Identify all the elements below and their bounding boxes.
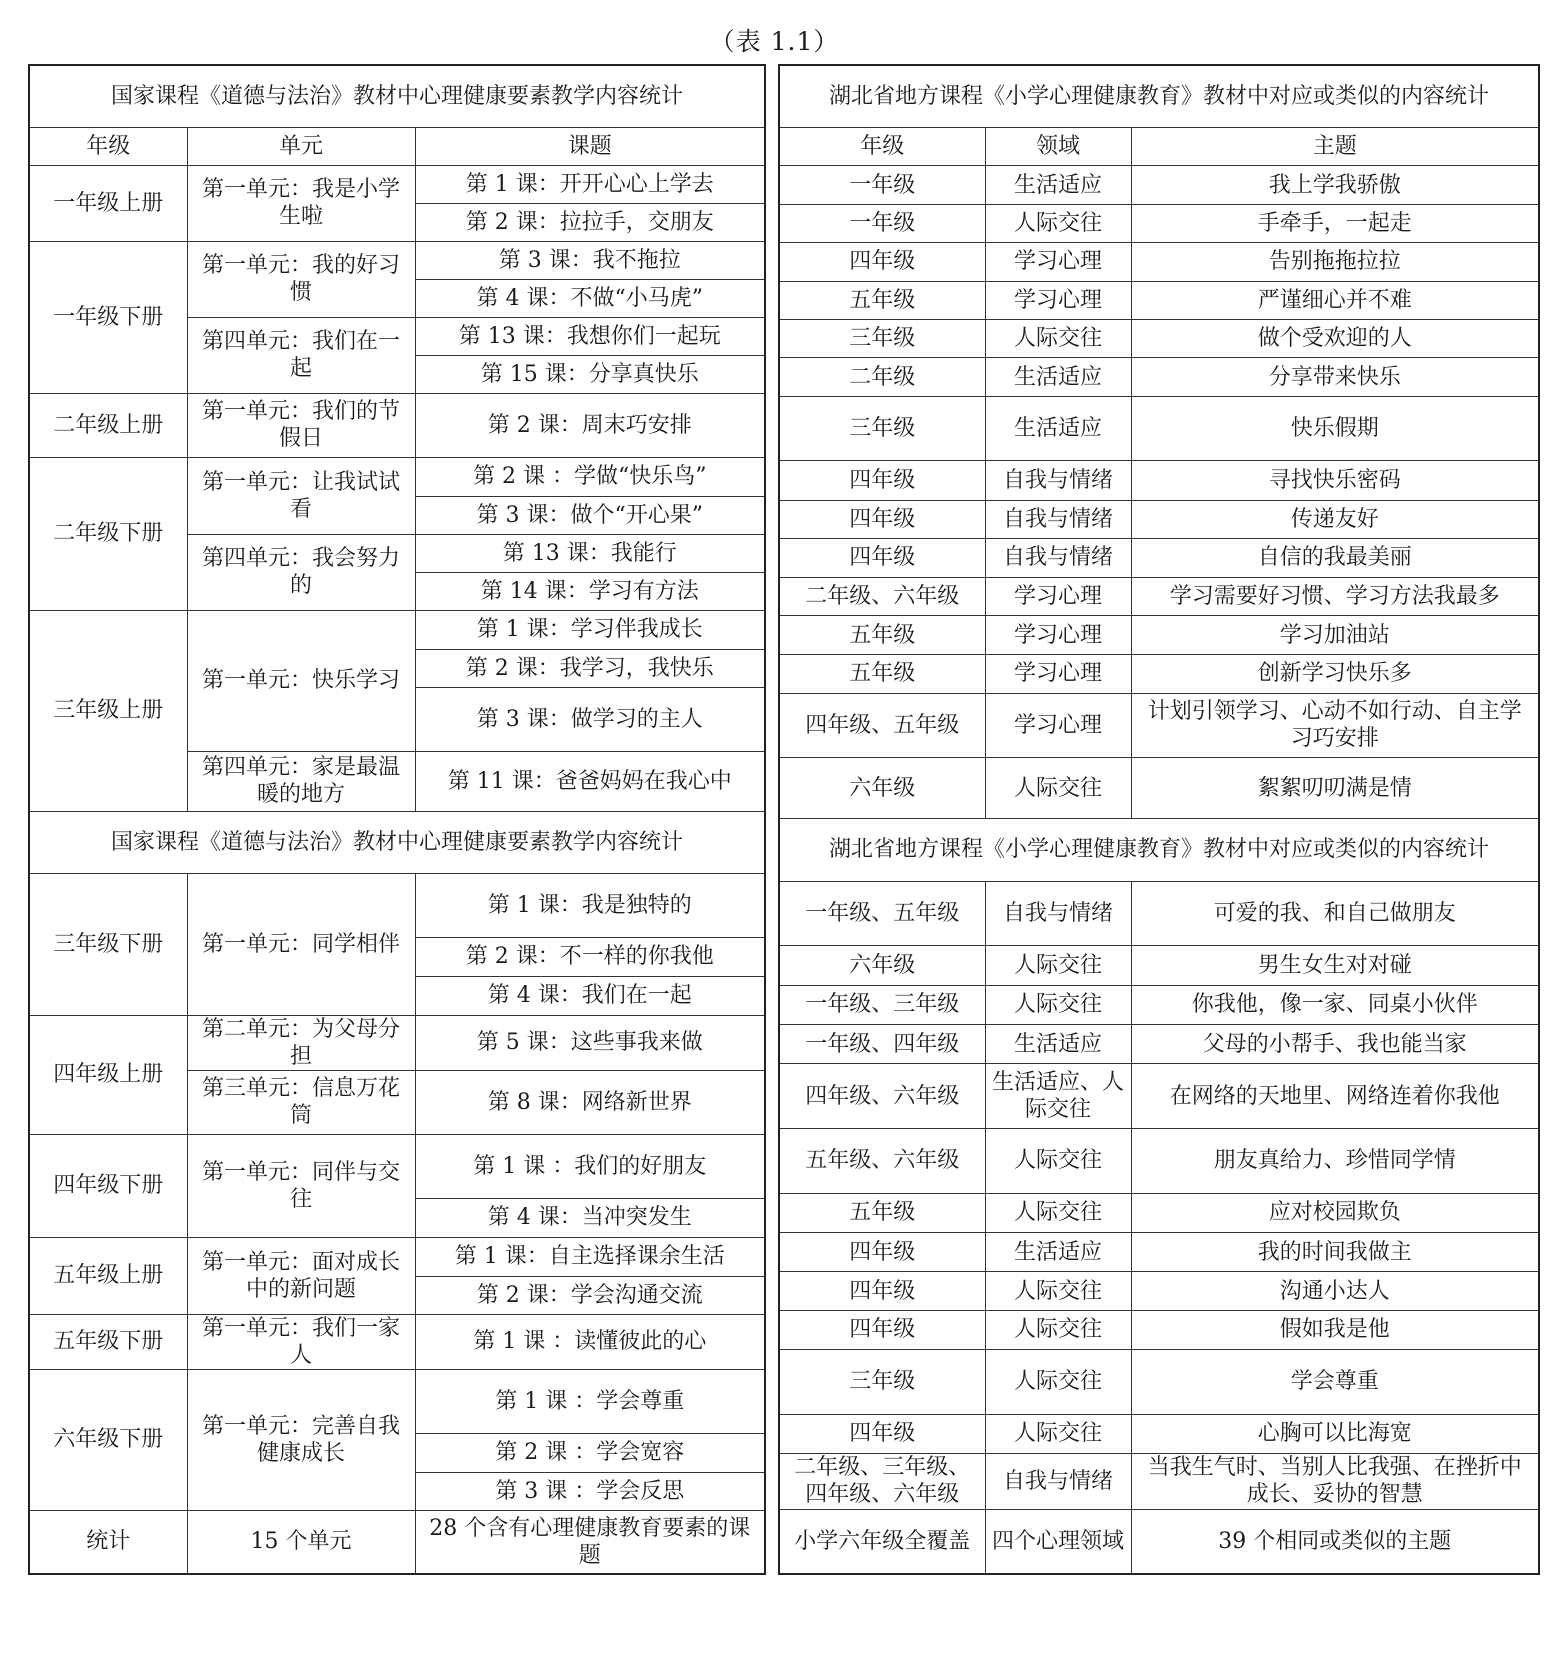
topic-cell: 我上学我骄傲 bbox=[1131, 166, 1539, 204]
area-cell: 人际交往 bbox=[985, 758, 1131, 819]
area-cell: 生活适应 bbox=[985, 358, 1131, 396]
grade-cell: 三年级 bbox=[779, 319, 985, 357]
local-curriculum-table bbox=[778, 64, 1540, 1575]
lesson-cell: 第 13 课：我能行 bbox=[415, 534, 765, 572]
summary-topic: 39 个相同或类似的主题 bbox=[1131, 1509, 1539, 1574]
unit-cell: 第一单元：我们一家人 bbox=[187, 1314, 415, 1369]
lesson-cell: 第 1 课 ：读懂彼此的心 bbox=[415, 1314, 765, 1369]
lesson-cell: 第 1 课：我是独特的 bbox=[415, 873, 765, 937]
table-row bbox=[779, 946, 1539, 985]
topic-cell: 快乐假期 bbox=[1131, 396, 1539, 461]
topic-cell: 学会尊重 bbox=[1131, 1350, 1539, 1415]
lesson-cell: 第 8 课：网络新世界 bbox=[415, 1070, 765, 1134]
unit-cell: 第一单元：我的好习惯 bbox=[187, 241, 415, 317]
grade-cell: 一年级、三年级 bbox=[779, 985, 985, 1024]
national-curriculum-table bbox=[28, 64, 766, 1575]
grade-cell: 二年级、三年级、四年级、六年级 bbox=[779, 1454, 985, 1510]
grade-cell: 四年级 bbox=[779, 1232, 985, 1271]
table-row bbox=[29, 241, 765, 279]
comparison-table bbox=[28, 64, 1540, 1575]
unit-cell: 第一单元：同学相伴 bbox=[187, 873, 415, 1015]
grade-cell: 二年级上册 bbox=[29, 393, 187, 457]
table-row bbox=[779, 243, 1539, 281]
area-cell: 生活适应 bbox=[985, 166, 1131, 204]
topic-cell: 朋友真给力、珍惜同学情 bbox=[1131, 1128, 1539, 1193]
header-topic: 主题 bbox=[1131, 128, 1539, 166]
table-row bbox=[779, 693, 1539, 758]
table-row bbox=[779, 1454, 1539, 1510]
grade-cell: 四年级 bbox=[779, 1272, 985, 1310]
area-cell: 人际交往 bbox=[985, 319, 1131, 357]
header-row bbox=[29, 127, 765, 165]
grade-cell: 五年级 bbox=[779, 281, 985, 319]
grade-cell: 一年级、四年级 bbox=[779, 1024, 985, 1063]
table-row bbox=[779, 1232, 1539, 1271]
summary-area: 四个心理领域 bbox=[985, 1509, 1131, 1574]
header-grade: 年级 bbox=[779, 128, 985, 166]
table-row bbox=[779, 1414, 1539, 1453]
table-row bbox=[29, 165, 765, 203]
area-cell: 自我与情绪 bbox=[985, 1454, 1131, 1510]
section-title-row bbox=[29, 65, 765, 127]
grade-cell: 二年级、六年级 bbox=[779, 577, 985, 615]
area-cell: 自我与情绪 bbox=[985, 539, 1131, 577]
table-row bbox=[779, 1128, 1539, 1193]
grade-cell: 一年级、五年级 bbox=[779, 881, 985, 946]
area-cell: 自我与情绪 bbox=[985, 500, 1131, 538]
unit-cell: 第二单元：为父母分担 bbox=[187, 1015, 415, 1070]
lesson-cell: 第 2 课：我学习，我快乐 bbox=[415, 649, 765, 687]
unit-cell: 第一单元：面对成长中的新问题 bbox=[187, 1237, 415, 1314]
table-row bbox=[779, 166, 1539, 204]
lesson-cell: 第 2 课 ：学做“快乐鸟” bbox=[415, 457, 765, 496]
table-caption: （表 1.1） bbox=[709, 27, 840, 56]
table-row bbox=[29, 1015, 765, 1070]
lesson-cell: 第 2 课：拉拉手，交朋友 bbox=[415, 203, 765, 241]
grade-cell: 四年级 bbox=[779, 461, 985, 500]
topic-cell: 你我他，像一家、同桌小伙伴 bbox=[1131, 985, 1539, 1024]
table-row bbox=[779, 204, 1539, 242]
section-title: 湖北省地方课程《小学心理健康教育》教材中对应或类似的内容统计 bbox=[779, 65, 1539, 128]
topic-cell: 学习需要好习惯、学习方法我最多 bbox=[1131, 577, 1539, 615]
unit-cell: 第一单元：同伴与交往 bbox=[187, 1134, 415, 1237]
topic-cell: 沟通小达人 bbox=[1131, 1272, 1539, 1310]
lesson-cell: 第 1 课：学习伴我成长 bbox=[415, 610, 765, 649]
lesson-cell: 第 4 课：不做“小马虎” bbox=[415, 279, 765, 317]
topic-cell: 假如我是他 bbox=[1131, 1310, 1539, 1349]
unit-cell: 第一单元：让我试试看 bbox=[187, 457, 415, 534]
section-title: 国家课程《道德与法治》教材中心理健康要素教学内容统计 bbox=[29, 65, 765, 127]
summary-unit: 15 个单元 bbox=[187, 1510, 415, 1574]
topic-cell: 传递友好 bbox=[1131, 500, 1539, 538]
area-cell: 自我与情绪 bbox=[985, 461, 1131, 500]
topic-cell: 心胸可以比海宽 bbox=[1131, 1414, 1539, 1453]
area-cell: 生活适应 bbox=[985, 1024, 1131, 1063]
table-row bbox=[779, 281, 1539, 319]
area-cell: 学习心理 bbox=[985, 655, 1131, 693]
topic-cell: 严谨细心并不难 bbox=[1131, 281, 1539, 319]
area-cell: 人际交往 bbox=[985, 1193, 1131, 1232]
area-cell: 生活适应 bbox=[985, 1232, 1131, 1271]
lesson-cell: 第 11 课：爸爸妈妈在我心中 bbox=[415, 751, 765, 811]
section-title-row bbox=[779, 65, 1539, 128]
table-row bbox=[29, 1237, 765, 1276]
grade-cell: 二年级 bbox=[779, 358, 985, 396]
table-row bbox=[779, 1350, 1539, 1415]
lesson-cell: 第 13 课：我想你们一起玩 bbox=[415, 317, 765, 355]
table-row bbox=[779, 539, 1539, 577]
table-row bbox=[779, 319, 1539, 357]
grade-cell: 三年级 bbox=[779, 396, 985, 461]
lesson-cell: 第 4 课：当冲突发生 bbox=[415, 1198, 765, 1237]
area-cell: 生活适应 bbox=[985, 396, 1131, 461]
grade-cell: 六年级 bbox=[779, 758, 985, 819]
lesson-cell: 第 3 课：做学习的主人 bbox=[415, 687, 765, 751]
table-row bbox=[29, 610, 765, 649]
table-row bbox=[779, 1193, 1539, 1232]
grade-cell: 三年级上册 bbox=[29, 610, 187, 811]
topic-cell: 创新学习快乐多 bbox=[1131, 655, 1539, 693]
topic-cell: 当我生气时、当别人比我强、在挫折中成长、妥协的智慧 bbox=[1131, 1454, 1539, 1510]
summary-row bbox=[779, 1509, 1539, 1574]
topic-cell: 告别拖拖拉拉 bbox=[1131, 243, 1539, 281]
lesson-cell: 第 3 课：做个“开心果” bbox=[415, 496, 765, 534]
topic-cell: 我的时间我做主 bbox=[1131, 1232, 1539, 1271]
table-row bbox=[779, 1272, 1539, 1310]
topic-cell: 分享带来快乐 bbox=[1131, 358, 1539, 396]
unit-cell: 第四单元：家是最温暖的地方 bbox=[187, 751, 415, 811]
topic-cell: 父母的小帮手、我也能当家 bbox=[1131, 1024, 1539, 1063]
grade-cell: 三年级 bbox=[779, 1350, 985, 1415]
unit-cell: 第四单元：我会努力的 bbox=[187, 534, 415, 610]
table-row bbox=[779, 396, 1539, 461]
grade-cell: 四年级 bbox=[779, 243, 985, 281]
area-cell: 人际交往 bbox=[985, 1310, 1131, 1349]
grade-cell: 六年级下册 bbox=[29, 1369, 187, 1510]
table-row bbox=[29, 457, 765, 496]
area-cell: 学习心理 bbox=[985, 693, 1131, 758]
grade-cell: 四年级 bbox=[779, 500, 985, 538]
lesson-cell: 第 4 课：我们在一起 bbox=[415, 976, 765, 1015]
table-row bbox=[779, 461, 1539, 500]
grade-cell: 二年级下册 bbox=[29, 457, 187, 610]
unit-cell: 第三单元：信息万花筒 bbox=[187, 1070, 415, 1134]
section-title-row bbox=[779, 818, 1539, 881]
grade-cell: 五年级、六年级 bbox=[779, 1128, 985, 1193]
area-cell: 人际交往 bbox=[985, 946, 1131, 985]
topic-cell: 做个受欢迎的人 bbox=[1131, 319, 1539, 357]
area-cell: 人际交往 bbox=[985, 1414, 1131, 1453]
table-row bbox=[779, 758, 1539, 819]
area-cell: 人际交往 bbox=[985, 1272, 1131, 1310]
topic-cell: 在网络的天地里、网络连着你我他 bbox=[1131, 1064, 1539, 1129]
unit-cell: 第一单元：我是小学生啦 bbox=[187, 165, 415, 241]
grade-cell: 五年级 bbox=[779, 655, 985, 693]
grade-cell: 三年级下册 bbox=[29, 873, 187, 1015]
area-cell: 人际交往 bbox=[985, 1128, 1131, 1193]
grade-cell: 五年级下册 bbox=[29, 1314, 187, 1369]
lesson-cell: 第 2 课：不一样的你我他 bbox=[415, 937, 765, 976]
table-row bbox=[779, 985, 1539, 1024]
unit-cell: 第一单元：我们的节假日 bbox=[187, 393, 415, 457]
topic-cell: 自信的我最美丽 bbox=[1131, 539, 1539, 577]
grade-cell: 四年级 bbox=[779, 539, 985, 577]
topic-cell: 男生女生对对碰 bbox=[1131, 946, 1539, 985]
grade-cell: 四年级、五年级 bbox=[779, 693, 985, 758]
grade-cell: 五年级上册 bbox=[29, 1237, 187, 1314]
table-row bbox=[29, 1314, 765, 1369]
unit-cell: 第一单元：完善自我健康成长 bbox=[187, 1369, 415, 1510]
area-cell: 人际交往 bbox=[985, 204, 1131, 242]
topic-cell: 寻找快乐密码 bbox=[1131, 461, 1539, 500]
grade-cell: 一年级上册 bbox=[29, 165, 187, 241]
lesson-cell: 第 1 课：开开心心上学去 bbox=[415, 165, 765, 203]
topic-cell: 絮絮叨叨满是情 bbox=[1131, 758, 1539, 819]
table-row bbox=[779, 500, 1539, 538]
unit-cell: 第四单元：我们在一起 bbox=[187, 317, 415, 393]
lesson-cell: 第 3 课：我不拖拉 bbox=[415, 241, 765, 279]
area-cell: 生活适应、人际交往 bbox=[985, 1064, 1131, 1129]
unit-cell: 第一单元：快乐学习 bbox=[187, 610, 415, 751]
table-row bbox=[779, 881, 1539, 946]
grade-cell: 四年级下册 bbox=[29, 1134, 187, 1237]
topic-cell: 学习加油站 bbox=[1131, 615, 1539, 654]
table-row bbox=[779, 358, 1539, 396]
grade-cell: 一年级 bbox=[779, 166, 985, 204]
table-row bbox=[779, 1024, 1539, 1063]
header-lesson: 课题 bbox=[415, 127, 765, 165]
lesson-cell: 第 2 课：学会沟通交流 bbox=[415, 1276, 765, 1314]
grade-cell: 四年级、六年级 bbox=[779, 1064, 985, 1129]
lesson-cell: 第 15 课：分享真快乐 bbox=[415, 355, 765, 393]
header-area: 领域 bbox=[985, 128, 1131, 166]
lesson-cell: 第 1 课 ：学会尊重 bbox=[415, 1369, 765, 1433]
topic-cell: 计划引领学习、心动不如行动、自主学习巧安排 bbox=[1131, 693, 1539, 758]
lesson-cell: 第 3 课 ：学会反思 bbox=[415, 1472, 765, 1510]
table-row bbox=[779, 1064, 1539, 1129]
grade-cell: 四年级 bbox=[779, 1414, 985, 1453]
lesson-cell: 第 14 课：学习有方法 bbox=[415, 572, 765, 610]
area-cell: 学习心理 bbox=[985, 615, 1131, 654]
topic-cell: 手牵手，一起走 bbox=[1131, 204, 1539, 242]
summary-row bbox=[29, 1510, 765, 1574]
area-cell: 学习心理 bbox=[985, 281, 1131, 319]
lesson-cell: 第 2 课：周末巧安排 bbox=[415, 393, 765, 457]
lesson-cell: 第 1 课 ：我们的好朋友 bbox=[415, 1134, 765, 1198]
area-cell: 学习心理 bbox=[985, 243, 1131, 281]
area-cell: 自我与情绪 bbox=[985, 881, 1131, 946]
section-title-row bbox=[29, 811, 765, 873]
area-cell: 人际交往 bbox=[985, 985, 1131, 1024]
summary-lesson: 28 个含有心理健康教育要素的课题 bbox=[415, 1510, 765, 1574]
summary-grade: 小学六年级全覆盖 bbox=[779, 1509, 985, 1574]
summary-grade: 统计 bbox=[29, 1510, 187, 1574]
section-title: 国家课程《道德与法治》教材中心理健康要素教学内容统计 bbox=[29, 811, 765, 873]
grade-cell: 四年级上册 bbox=[29, 1015, 187, 1134]
area-cell: 学习心理 bbox=[985, 577, 1131, 615]
lesson-cell: 第 1 课：自主选择课余生活 bbox=[415, 1237, 765, 1276]
table-row bbox=[779, 655, 1539, 693]
grade-cell: 四年级 bbox=[779, 1310, 985, 1349]
grade-cell: 六年级 bbox=[779, 946, 985, 985]
header-unit: 单元 bbox=[187, 127, 415, 165]
lesson-cell: 第 5 课：这些事我来做 bbox=[415, 1015, 765, 1070]
grade-cell: 一年级下册 bbox=[29, 241, 187, 393]
header-grade: 年级 bbox=[29, 127, 187, 165]
topic-cell: 应对校园欺负 bbox=[1131, 1193, 1539, 1232]
table-row bbox=[29, 1369, 765, 1433]
grade-cell: 一年级 bbox=[779, 204, 985, 242]
table-row bbox=[29, 873, 765, 937]
grade-cell: 五年级 bbox=[779, 615, 985, 654]
section-title: 湖北省地方课程《小学心理健康教育》教材中对应或类似的内容统计 bbox=[779, 818, 1539, 881]
lesson-cell: 第 2 课 ：学会宽容 bbox=[415, 1433, 765, 1472]
area-cell: 人际交往 bbox=[985, 1350, 1131, 1415]
table-row bbox=[779, 577, 1539, 615]
table-row bbox=[779, 1310, 1539, 1349]
table-row bbox=[29, 393, 765, 457]
topic-cell: 可爱的我、和自己做朋友 bbox=[1131, 881, 1539, 946]
grade-cell: 五年级 bbox=[779, 1193, 985, 1232]
table-row bbox=[29, 1134, 765, 1198]
header-row bbox=[779, 128, 1539, 166]
table-row bbox=[779, 615, 1539, 654]
